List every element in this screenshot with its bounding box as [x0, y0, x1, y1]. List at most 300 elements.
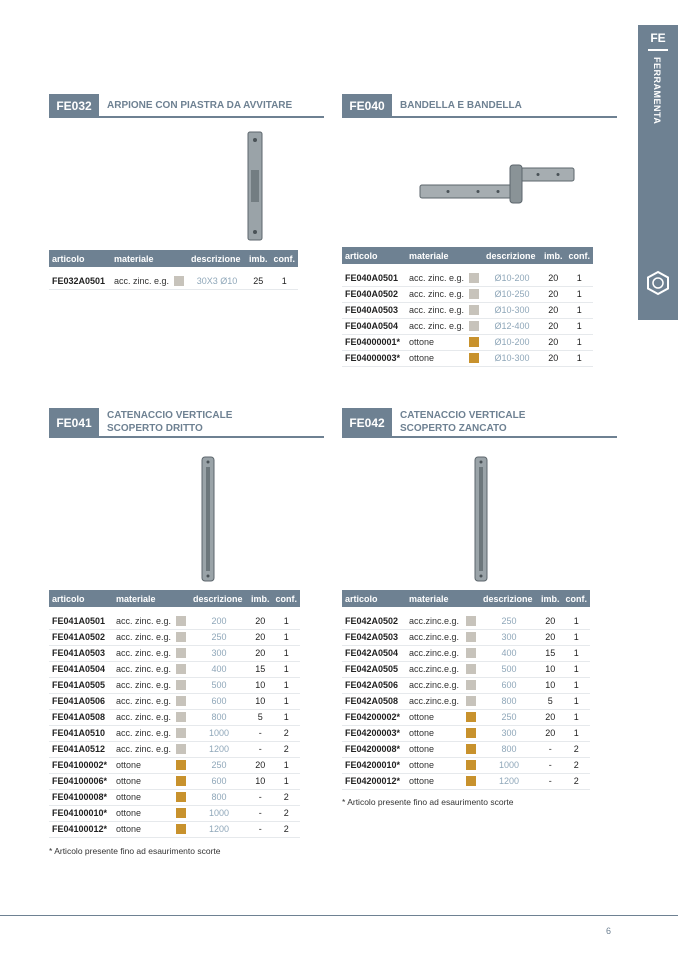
material-swatch — [176, 616, 186, 626]
cell-materiale: ottone — [406, 773, 464, 789]
material-swatch — [176, 744, 186, 754]
table-row — [49, 273, 298, 289]
col-conf: conf. — [566, 247, 594, 264]
cell-swatch — [464, 645, 480, 661]
material-swatch — [466, 632, 476, 642]
col-swatch — [172, 250, 188, 267]
cell-materiale: acc. zinc. e.g. — [113, 693, 174, 709]
material-swatch — [176, 632, 186, 642]
cell-materiale: ottone — [406, 709, 464, 725]
section-title: ARPIONE CON PIASTRA DA AVVITARE — [107, 100, 293, 111]
cell-conf: 1 — [566, 350, 594, 366]
cell-conf: 2 — [563, 741, 591, 757]
cell-swatch — [174, 677, 190, 693]
col-descrizione: descrizione — [480, 590, 538, 607]
cell-articolo: FE041A0502 — [49, 629, 113, 645]
cell-descrizione: 1000 — [190, 805, 248, 821]
cell-swatch — [174, 805, 190, 821]
cell-articolo: FE041A0508 — [49, 709, 113, 725]
cell-imb: 15 — [538, 645, 563, 661]
cell-articolo: FE040A0501 — [342, 270, 406, 286]
cell-imb: 5 — [538, 693, 563, 709]
tab-divider — [648, 49, 668, 51]
cell-imb: - — [248, 805, 273, 821]
cell-conf: 1 — [273, 677, 301, 693]
cell-swatch — [464, 677, 480, 693]
cell-conf: 1 — [273, 709, 301, 725]
cell-articolo: FE04100012* — [49, 821, 113, 837]
table-body — [49, 607, 300, 837]
table-row — [49, 629, 300, 645]
cell-descrizione: 800 — [480, 741, 538, 757]
section-title-line-2: SCOPERTO DRITTO — [107, 423, 203, 434]
cell-imb: 5 — [248, 709, 273, 725]
cell-conf: 1 — [271, 273, 299, 289]
cell-materiale: ottone — [113, 805, 174, 821]
cell-materiale: ottone — [406, 757, 464, 773]
cell-articolo: FE041A0510 — [49, 725, 113, 741]
cell-conf: 2 — [273, 805, 301, 821]
cell-articolo: FE04200002* — [342, 709, 406, 725]
material-swatch — [466, 728, 476, 738]
cell-swatch — [467, 318, 483, 334]
cell-articolo: FE042A0502 — [342, 613, 406, 629]
table-row — [49, 741, 300, 757]
col-swatch — [464, 590, 480, 607]
cell-descrizione: 500 — [190, 677, 248, 693]
cell-articolo: FE04100010* — [49, 805, 113, 821]
col-articolo: articolo — [49, 590, 113, 607]
section-code: FE032 — [49, 94, 99, 118]
cell-articolo: FE042A0506 — [342, 677, 406, 693]
footnote: * Articolo presente fino ad esaurimento scorte — [342, 797, 514, 807]
cell-descrizione: 800 — [190, 709, 248, 725]
cell-swatch — [464, 725, 480, 741]
cell-materiale: acc.zinc.e.g. — [406, 661, 464, 677]
material-swatch — [469, 305, 479, 315]
table-row — [49, 693, 300, 709]
table-row — [342, 286, 593, 302]
material-swatch — [176, 808, 186, 818]
cell-materiale: acc.zinc.e.g. — [406, 693, 464, 709]
material-swatch — [174, 276, 184, 286]
cell-descrizione: Ø10-300 — [483, 350, 541, 366]
table-row — [342, 270, 593, 286]
material-swatch — [466, 680, 476, 690]
cell-swatch — [174, 613, 190, 629]
table-body — [49, 267, 298, 289]
cell-articolo: FE040A0503 — [342, 302, 406, 318]
cell-swatch — [174, 661, 190, 677]
straight-bolt-image — [198, 455, 218, 583]
cell-conf: 2 — [273, 821, 301, 837]
cell-imb: 10 — [538, 661, 563, 677]
cell-articolo: FE041A0505 — [49, 677, 113, 693]
cell-conf: 2 — [273, 789, 301, 805]
col-materiale: materiale — [113, 590, 174, 607]
cell-swatch — [174, 789, 190, 805]
cell-descrizione: 600 — [190, 693, 248, 709]
cell-imb: 20 — [538, 629, 563, 645]
cell-articolo: FE042A0504 — [342, 645, 406, 661]
cell-descrizione: 1200 — [190, 741, 248, 757]
cell-descrizione: Ø10-200 — [483, 334, 541, 350]
cell-imb: 20 — [541, 302, 566, 318]
cell-swatch — [174, 645, 190, 661]
cell-imb: 20 — [538, 709, 563, 725]
table-body — [342, 264, 593, 366]
cell-materiale: acc. zinc. e.g. — [406, 286, 467, 302]
cell-swatch — [467, 334, 483, 350]
cell-descrizione: Ø10-250 — [483, 286, 541, 302]
cell-descrizione: 250 — [480, 709, 538, 725]
cell-imb: 10 — [248, 677, 273, 693]
category-code: FE — [650, 31, 666, 45]
table-fe041 — [49, 590, 300, 838]
cell-articolo: FE041A0506 — [49, 693, 113, 709]
table-row — [342, 757, 590, 773]
cell-conf: 1 — [273, 693, 301, 709]
cell-articolo: FE04100006* — [49, 773, 113, 789]
footnote: * Articolo presente fino ad esaurimento scorte — [49, 846, 221, 856]
table-row — [342, 773, 590, 789]
section-title: BANDELLA E BANDELLA — [400, 100, 522, 111]
col-descrizione: descrizione — [483, 247, 541, 264]
cell-conf: 2 — [563, 773, 591, 789]
cell-articolo: FE040A0502 — [342, 286, 406, 302]
col-materiale: materiale — [406, 247, 467, 264]
cell-imb: - — [538, 757, 563, 773]
material-swatch — [176, 776, 186, 786]
cell-swatch — [174, 757, 190, 773]
table-fe032 — [49, 250, 298, 290]
table-row — [342, 350, 593, 366]
table-row — [342, 677, 590, 693]
table-row — [49, 821, 300, 837]
col-materiale: materiale — [111, 250, 172, 267]
col-articolo: articolo — [342, 247, 406, 264]
cell-imb: 20 — [538, 613, 563, 629]
cell-imb: 20 — [248, 757, 273, 773]
cell-articolo: FE04100008* — [49, 789, 113, 805]
cell-conf: 1 — [563, 629, 591, 645]
material-swatch — [176, 712, 186, 722]
cell-imb: 10 — [248, 773, 273, 789]
hex-nut-icon — [645, 270, 671, 296]
cell-descrizione: 1000 — [190, 725, 248, 741]
table-header-row — [49, 590, 300, 607]
cell-imb: 20 — [248, 629, 273, 645]
cell-descrizione: 300 — [480, 725, 538, 741]
section-title-line-2: SCOPERTO ZANCATO — [400, 423, 507, 434]
category-label: FERRAMENTA — [652, 57, 662, 125]
section-header — [342, 408, 617, 438]
cell-materiale: acc. zinc. e.g. — [113, 725, 174, 741]
cell-articolo: FE042A0505 — [342, 661, 406, 677]
col-conf: conf. — [271, 250, 299, 267]
table-row — [342, 613, 590, 629]
section-code: FE042 — [342, 408, 392, 438]
table-row — [49, 789, 300, 805]
cell-swatch — [174, 741, 190, 757]
table-header-row — [49, 250, 298, 267]
cell-imb: 20 — [541, 270, 566, 286]
table-row — [342, 693, 590, 709]
cell-imb: - — [538, 773, 563, 789]
cell-descrizione: 250 — [190, 757, 248, 773]
cell-swatch — [172, 273, 188, 289]
cell-swatch — [174, 725, 190, 741]
cell-materiale: acc.zinc.e.g. — [406, 645, 464, 661]
table-row — [342, 302, 593, 318]
cell-materiale: acc. zinc. e.g. — [113, 645, 174, 661]
cell-imb: 20 — [248, 645, 273, 661]
cell-imb: - — [248, 821, 273, 837]
cell-materiale: acc. zinc. e.g. — [113, 661, 174, 677]
table-fe040 — [342, 247, 593, 367]
cell-swatch — [467, 270, 483, 286]
col-swatch — [467, 247, 483, 264]
cell-articolo: FE04200008* — [342, 741, 406, 757]
col-imb: imb. — [248, 590, 273, 607]
cell-articolo: FE041A0512 — [49, 741, 113, 757]
col-descrizione: descrizione — [190, 590, 248, 607]
cell-materiale: acc. zinc. e.g. — [406, 302, 467, 318]
cell-imb: 20 — [541, 350, 566, 366]
cell-imb: - — [248, 789, 273, 805]
col-articolo: articolo — [342, 590, 406, 607]
table-body — [342, 607, 590, 789]
cell-imb: 25 — [246, 273, 271, 289]
cell-materiale: ottone — [406, 350, 467, 366]
material-swatch — [469, 321, 479, 331]
material-swatch — [466, 744, 476, 754]
table-row — [49, 805, 300, 821]
cell-swatch — [467, 302, 483, 318]
material-swatch — [469, 273, 479, 283]
cell-descrizione: Ø10-300 — [483, 302, 541, 318]
cell-swatch — [467, 286, 483, 302]
cell-materiale: ottone — [113, 821, 174, 837]
cell-materiale: acc.zinc.e.g. — [406, 613, 464, 629]
cell-swatch — [464, 629, 480, 645]
col-imb: imb. — [538, 590, 563, 607]
cell-swatch — [464, 741, 480, 757]
cell-materiale: acc. zinc. e.g. — [111, 273, 172, 289]
cell-swatch — [464, 693, 480, 709]
cell-descrizione: 600 — [190, 773, 248, 789]
cell-descrizione: 400 — [190, 661, 248, 677]
section-header — [342, 94, 617, 118]
cell-articolo: FE041A0504 — [49, 661, 113, 677]
material-swatch — [466, 616, 476, 626]
cell-articolo: FE042A0503 — [342, 629, 406, 645]
cell-conf: 1 — [563, 709, 591, 725]
table-row — [342, 629, 590, 645]
cell-descrizione: 1200 — [480, 773, 538, 789]
material-swatch — [176, 680, 186, 690]
material-swatch — [466, 776, 476, 786]
cell-imb: 20 — [538, 725, 563, 741]
cell-descrizione: 30X3 Ø10 — [188, 273, 246, 289]
cell-articolo: FE04200012* — [342, 773, 406, 789]
cell-swatch — [174, 693, 190, 709]
material-swatch — [469, 289, 479, 299]
category-side-tab[interactable] — [638, 25, 678, 320]
category-label-wrap — [646, 57, 670, 167]
cell-imb: - — [538, 741, 563, 757]
cell-descrizione: 250 — [190, 629, 248, 645]
cell-articolo: FE042A0508 — [342, 693, 406, 709]
cranked-bolt-image — [471, 455, 491, 583]
cell-descrizione: 400 — [480, 645, 538, 661]
cell-conf: 1 — [563, 693, 591, 709]
cell-conf: 1 — [273, 773, 301, 789]
cell-conf: 1 — [563, 645, 591, 661]
cell-articolo: FE04100002* — [49, 757, 113, 773]
cell-conf: 1 — [563, 613, 591, 629]
cell-imb: 10 — [538, 677, 563, 693]
table-row — [49, 613, 300, 629]
cell-materiale: acc.zinc.e.g. — [406, 677, 464, 693]
section-code: FE040 — [342, 94, 392, 118]
cell-materiale: ottone — [113, 773, 174, 789]
cell-materiale: acc. zinc. e.g. — [113, 613, 174, 629]
table-row — [49, 677, 300, 693]
page-number: 6 — [606, 926, 612, 936]
cell-descrizione: 250 — [480, 613, 538, 629]
col-conf: conf. — [273, 590, 301, 607]
cell-descrizione: 800 — [190, 789, 248, 805]
cell-conf: 1 — [273, 645, 301, 661]
table-row — [49, 757, 300, 773]
material-swatch — [176, 824, 186, 834]
cell-conf: 1 — [273, 757, 301, 773]
cell-imb: 20 — [541, 318, 566, 334]
material-swatch — [466, 696, 476, 706]
col-swatch — [174, 590, 190, 607]
cell-descrizione: 1000 — [480, 757, 538, 773]
cell-imb: 20 — [541, 286, 566, 302]
material-swatch — [176, 760, 186, 770]
cell-articolo: FE041A0501 — [49, 613, 113, 629]
cell-conf: 1 — [566, 270, 594, 286]
table-row — [49, 773, 300, 789]
cell-materiale: acc. zinc. e.g. — [113, 709, 174, 725]
table-row — [342, 661, 590, 677]
material-swatch — [466, 664, 476, 674]
cell-conf: 1 — [566, 334, 594, 350]
material-swatch — [466, 712, 476, 722]
material-swatch — [176, 792, 186, 802]
material-swatch — [469, 353, 479, 363]
cell-articolo: FE041A0503 — [49, 645, 113, 661]
cell-articolo: FE04000003* — [342, 350, 406, 366]
material-swatch — [176, 648, 186, 658]
cell-articolo: FE040A0504 — [342, 318, 406, 334]
cell-swatch — [464, 773, 480, 789]
cell-swatch — [174, 709, 190, 725]
table-row — [342, 334, 593, 350]
cell-materiale: ottone — [113, 757, 174, 773]
cell-swatch — [464, 709, 480, 725]
cell-materiale: acc. zinc. e.g. — [113, 677, 174, 693]
cell-materiale: acc. zinc. e.g. — [113, 741, 174, 757]
cell-descrizione: 1200 — [190, 821, 248, 837]
cell-descrizione: Ø12-400 — [483, 318, 541, 334]
cell-swatch — [174, 629, 190, 645]
cell-conf: 1 — [273, 661, 301, 677]
section-title-line-1: CATENACCIO VERTICALE — [400, 410, 526, 421]
cell-conf: 1 — [563, 677, 591, 693]
cell-articolo: FE04200010* — [342, 757, 406, 773]
cell-swatch — [464, 757, 480, 773]
cell-materiale: ottone — [113, 789, 174, 805]
table-row — [342, 645, 590, 661]
table-row — [49, 645, 300, 661]
cell-materiale: acc.zinc.e.g. — [406, 629, 464, 645]
strap-hinge-image — [418, 163, 580, 209]
col-articolo: articolo — [49, 250, 111, 267]
cell-conf: 1 — [566, 318, 594, 334]
cell-descrizione: 800 — [480, 693, 538, 709]
section-code: FE041 — [49, 408, 99, 438]
cell-conf: 2 — [563, 757, 591, 773]
cell-descrizione: 500 — [480, 661, 538, 677]
footer-rule — [0, 915, 678, 916]
col-imb: imb. — [246, 250, 271, 267]
table-row — [49, 661, 300, 677]
table-row — [342, 318, 593, 334]
material-swatch — [466, 648, 476, 658]
table-header-row — [342, 590, 590, 607]
table-header-row — [342, 247, 593, 264]
cell-imb: - — [248, 725, 273, 741]
col-imb: imb. — [541, 247, 566, 264]
table-fe042 — [342, 590, 590, 790]
cell-conf: 1 — [566, 302, 594, 318]
cell-swatch — [464, 661, 480, 677]
cell-conf: 1 — [273, 613, 301, 629]
material-swatch — [466, 760, 476, 770]
col-descrizione: descrizione — [188, 250, 246, 267]
section-header — [49, 94, 324, 118]
cell-materiale: ottone — [406, 741, 464, 757]
pintle-plate-image — [240, 130, 270, 242]
cell-swatch — [467, 350, 483, 366]
cell-imb: - — [248, 741, 273, 757]
cell-articolo: FE04200003* — [342, 725, 406, 741]
cell-swatch — [174, 821, 190, 837]
cell-imb: 15 — [248, 661, 273, 677]
material-swatch — [469, 337, 479, 347]
cell-conf: 1 — [273, 629, 301, 645]
section-title-line-1: CATENACCIO VERTICALE — [107, 410, 233, 421]
material-swatch — [176, 664, 186, 674]
cell-swatch — [464, 613, 480, 629]
col-conf: conf. — [563, 590, 591, 607]
cell-descrizione: 200 — [190, 613, 248, 629]
cell-materiale: acc. zinc. e.g. — [113, 629, 174, 645]
cell-imb: 10 — [248, 693, 273, 709]
cell-articolo: FE04000001* — [342, 334, 406, 350]
col-materiale: materiale — [406, 590, 464, 607]
cell-descrizione: 300 — [480, 629, 538, 645]
material-swatch — [176, 696, 186, 706]
material-swatch — [176, 728, 186, 738]
cell-descrizione: 300 — [190, 645, 248, 661]
cell-conf: 2 — [273, 741, 301, 757]
